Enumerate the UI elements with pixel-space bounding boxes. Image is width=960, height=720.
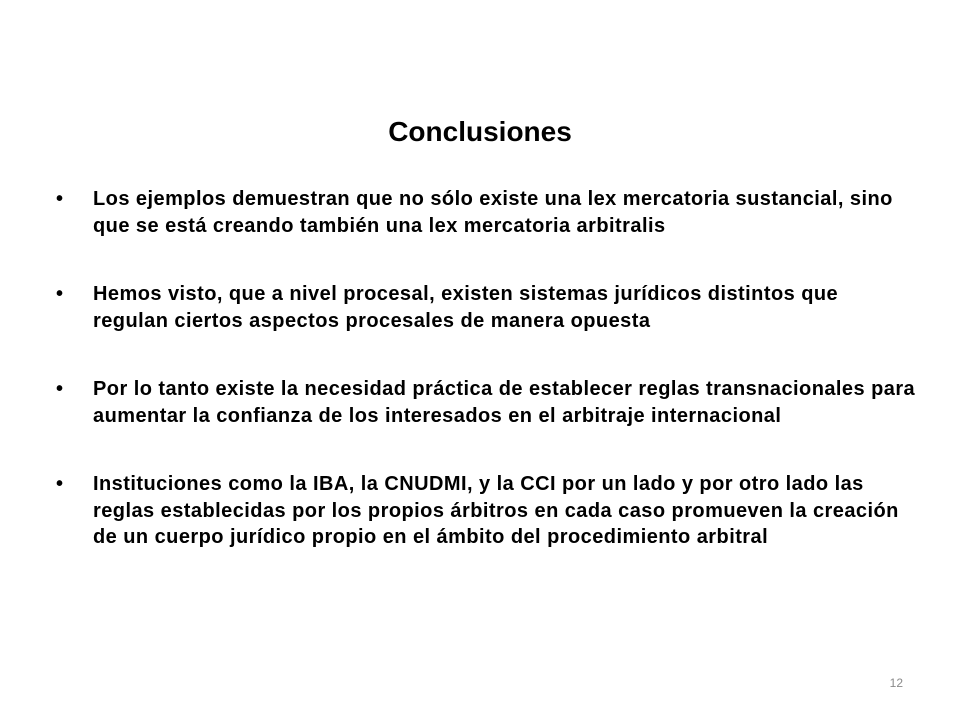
bullet-item (56, 376, 916, 429)
bullet-icon: • (56, 188, 64, 210)
page-number: 12 (889, 676, 903, 690)
slide-title: Conclusiones (388, 116, 572, 147)
bullet-item (56, 281, 916, 334)
bullet-item (56, 186, 916, 239)
bullet-text: Por lo tanto existe la necesidad práctica de establecer reglas transnacionales para aumentar la confianza de los interesados en el arbitraje internacional (93, 378, 916, 427)
bullet-text: Hemos visto, que a nivel procesal, existen sistemas jurídicos distintos que regulan ciertos aspectos procesales de manera opuesta (93, 283, 839, 332)
bullet-icon: • (56, 283, 64, 305)
bullet-item (56, 471, 916, 551)
bullet-text: Instituciones como la IBA, la CNUDMI, y la CCI por un lado y por otro lado las reglas establecidas por los propios árbitros en cada caso promueven la creación de un cuerpo jurídico propio en el ámbito del procedimiento arbitral (93, 473, 899, 548)
bullet-text: Los ejemplos demuestran que no sólo existe una lex mercatoria sustancial, sino que se está creando también una lex mercatoria arbitralis (93, 188, 893, 237)
bullet-icon: • (56, 473, 64, 495)
bullet-list (56, 186, 916, 593)
bullet-icon: • (56, 378, 64, 400)
